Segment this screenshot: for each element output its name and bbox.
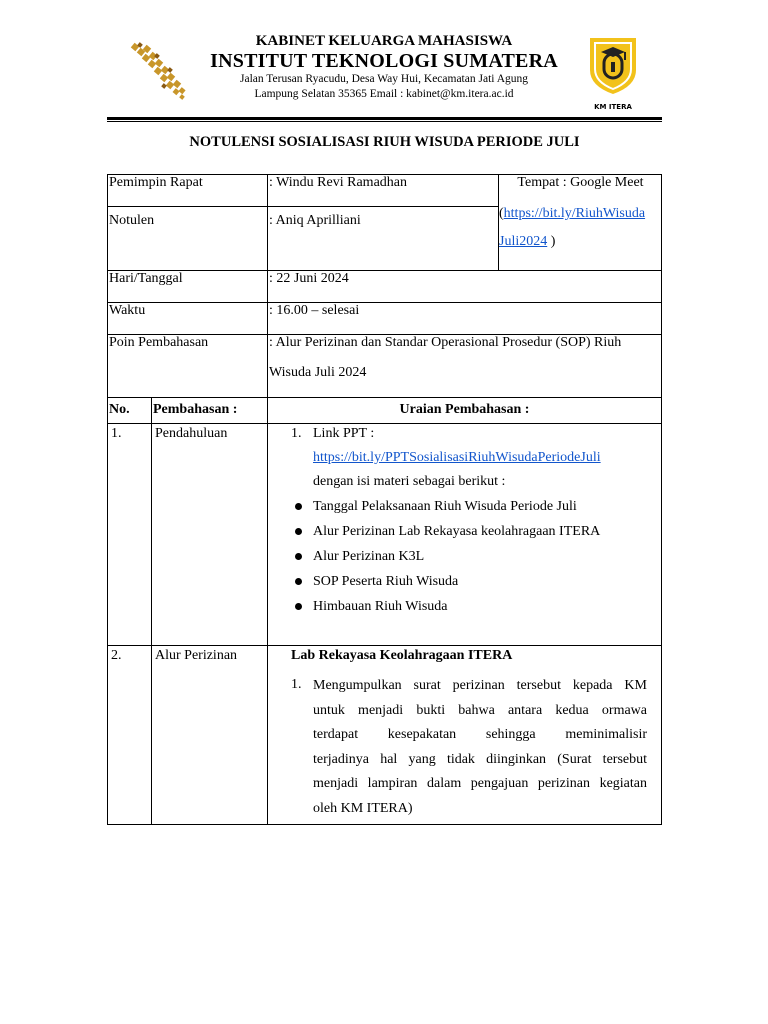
row2-item-num: 1. <box>291 677 302 692</box>
topic-value-line1: : Alur Perizinan dan Standar Operasional Prosedur (SOP) Riuh <box>269 335 622 350</box>
time-label: Waktu <box>109 303 146 318</box>
topic-label: Poin Pembahasan <box>109 335 209 350</box>
row2-line: untuk menjadi bukti bahwa antara kedua ormawa <box>313 702 647 718</box>
header-rule-thin <box>107 121 662 122</box>
date-label: Hari/Tanggal <box>109 271 183 286</box>
sumatra-island-logo-icon <box>128 40 190 102</box>
place-link-part2[interactable]: Juli2024 <box>499 234 548 249</box>
place-link-line2 <box>499 227 662 257</box>
letterhead <box>0 0 768 120</box>
place-label: Tempat : Google Meet <box>517 175 644 190</box>
time-value: : 16.00 – selesai <box>269 303 360 318</box>
row1-topic: Pendahuluan <box>155 426 228 441</box>
row2-heading: Lab Rekayasa Keolahragaan ITERA <box>291 648 513 663</box>
header-detail: Uraian Pembahasan : <box>399 402 530 417</box>
place-link-part1[interactable]: https://bit.ly/RiuhWisuda <box>503 206 646 221</box>
row2-line: menjadi lampiran dalam pengajuan perizinan kegiatan <box>313 776 647 792</box>
header-topic: Pembahasan : <box>153 402 238 417</box>
document-title: NOTULENSI SOSIALISASI RIUH WISUDA PERIODE JULI <box>189 134 580 150</box>
row2-no: 2. <box>111 648 122 663</box>
leader-value: : Windu Revi Ramadhan <box>269 175 407 190</box>
row2-line: oleh KM ITERA) <box>313 800 413 816</box>
notulen-value: : Aniq Aprilliani <box>269 213 361 228</box>
row1-item-num: 1. <box>291 426 302 441</box>
row2-topic: Alur Perizinan <box>155 648 238 663</box>
bullet-item: Alur Perizinan K3L <box>291 544 651 569</box>
row2-item-text <box>313 674 647 822</box>
org-name-line2: INSTITUT TEKNOLOGI SUMATERA <box>210 50 558 72</box>
row2-line: terjadinya hal yang tidak diinginkan (Surat tersebut <box>313 751 647 767</box>
discussion-table <box>107 397 662 825</box>
row2-line: Mengumpulkan surat perizinan tersebut kepada KM <box>313 678 647 693</box>
org-name-line1: KABINET KELUARGA MAHASISWA <box>255 33 513 49</box>
logo-label: KM ITERA <box>594 103 632 111</box>
address-line1: Jalan Terusan Ryacudu, Desa Way Hui, Kecamatan Jati Agung <box>240 73 528 85</box>
place-link-line1 <box>499 199 662 229</box>
place-link-close: ) <box>547 234 556 249</box>
bullet-item: SOP Peserta Riuh Wisuda <box>291 569 651 594</box>
bullet-item: Tanggal Pelaksanaan Riuh Wisuda Periode Juli <box>291 494 651 519</box>
address-line2: Lampung Selatan 35365 Email : kabinet@km.itera.ac.id <box>254 88 514 100</box>
notulen-label: Notulen <box>109 213 155 228</box>
date-value: : 22 Juni 2024 <box>269 271 349 286</box>
row1-item-suffix: dengan isi materi sebagai berikut : <box>313 474 506 489</box>
header-no: No. <box>109 402 130 417</box>
header-rule-thick <box>107 117 662 120</box>
km-itera-logo-icon <box>584 36 642 96</box>
topic-value-line2: Wisuda Juli 2024 <box>269 365 367 380</box>
row1-bullet-list <box>291 494 651 619</box>
row2-line: terdapat kesepakatan sehingga meminimalisir <box>313 727 647 743</box>
row1-no: 1. <box>111 426 122 441</box>
bullet-item: Alur Perizinan Lab Rekayasa keolahragaan ITERA <box>291 519 651 544</box>
meeting-info-table <box>107 174 662 398</box>
ppt-link[interactable]: https://bit.ly/PPTSosialisasiRiuhWisudaPeriodeJuli <box>313 450 601 465</box>
km-itera-logo <box>584 36 642 112</box>
place-link-open: ( <box>499 206 504 221</box>
bullet-item: Himbauan Riuh Wisuda <box>291 594 651 619</box>
leader-label: Pemimpin Rapat <box>109 175 203 190</box>
row1-item-label: Link PPT : <box>313 426 375 441</box>
